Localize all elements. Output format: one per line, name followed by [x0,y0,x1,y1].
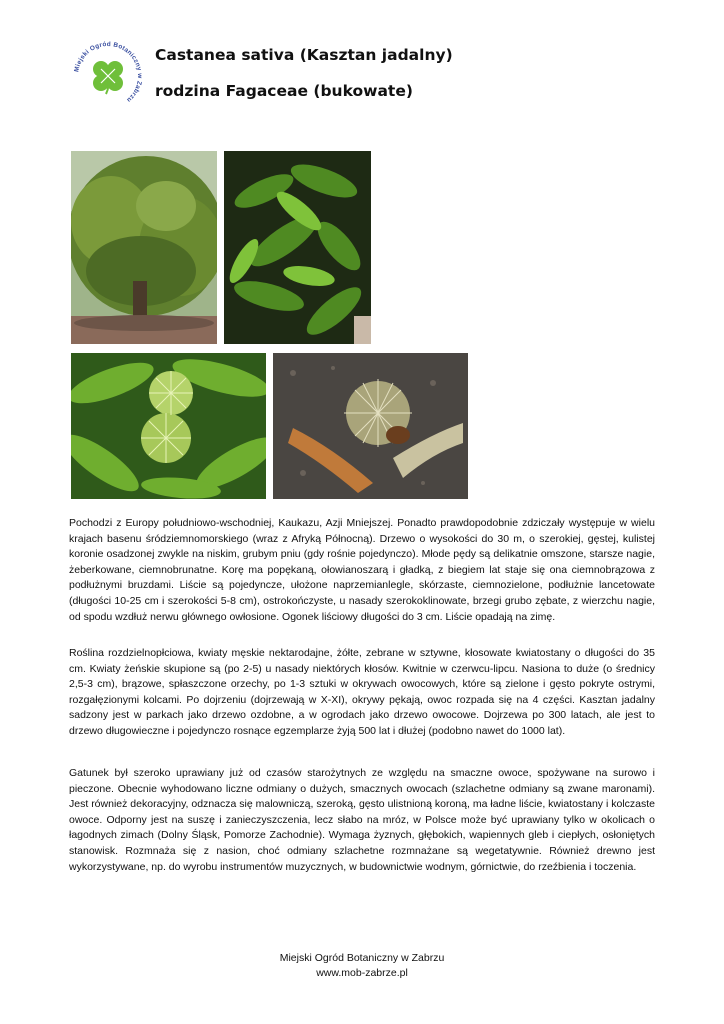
body-paragraph-flowers-fruit: Roślina rozdzielnopłciowa, kwiaty męskie nektarodajne, żółte, zebrane w sztywne, kłosowate kwiatostany o długości do 35 cm. Kwiaty żeńskie skupione są (po 2-5) u nasady niektórych kłosów. Kwitnie w czerwcu-lipcu. Nasiona to duże (o średnicy 2,5-3 cm), brązowe, spłaszczone orzechy, po 1-3 sztuki w okrywach owocowych, które są zielone i gęsto pokryte ostrymi, rozgałęzionymi kolcami. Po dojrzeniu (dojrzewają w X-XI), okrywy pękają, owoc rozpada się na 4 części. Kasztan jadalny sadzony jest w parkach jako drzewo ozdobne, a w ogrodach jako drzewo owocowe. Dojrzewa po 300 latach, ale jest to drzewo długowieczne i pojedynczo rosnące egzemplarze żyją 500 lat i dłużej (podobno nawet do 1000 lat). [69,647,655,737]
chestnut-leaves-photo [224,151,371,344]
garden-logo [70,38,146,114]
page-subtitle: rodzina Fagaceae (bukowate) [155,82,413,100]
chestnut-burrs-on-branch-photo [71,353,266,499]
chestnut-tree-photo [71,151,217,344]
body-paragraph-origin: Pochodzi z Europy południowo-wschodniej, Kaukazu, Azji Mniejszej. Ponadto prawdopodobnie zdziczały występuje w wielu krajach basenu śródziemnomorskiego (wraz z Afryką Północną). Drzewo o wysokości do 30 m, o szerokiej, gęstej, kulistej koronie osadzonej zwykle na niskim, grubym pniu (gdy rośnie pojedynczo). Młode pędy są delikatnie omszone, starsze nagie, żeberkowane, ciemnobrunatne. Korę ma popękaną, ołowianoszarą i gładką, z biegiem lat staje się ona ciemnobrązowa z podłużnymi bruzdami. Liście są pojedyncze, ułożone naprzemianlegle, skórzaste, ciemnozielone, podłużnie lancetowate (długości 10-25 cm i szerokości 5-8 cm), ostrokończyste, u nasady szerokoklinowate, brzegi grubo zębate, z wierzchu nagie, od spodu wzdłuż nerwu głównego owłosione. Ogonek liściowy długości do 3 cm. Liście opadają na zimę. [69,517,655,623]
chestnut-burr-on-ground-photo [273,353,468,499]
footer-website-link[interactable]: www.mob-zabrze.pl [316,967,408,979]
logo-ring-text: Miejski Ogród Botaniczny w Zabrzu [73,40,144,104]
body-paragraph-cultivation: Gatunek był szeroko uprawiany już od czasów starożytnych ze względu na smaczne owoce, spożywane na surowo i pieczone. Obecnie wyhodowano liczne odmiany o dużych, smacznych owocach (szlachetne odmiany są zwane maronami). Jest również dekoracyjny, odznacza się malowniczą, szeroką, gęsto ulistnioną koroną, ma ładne liście, kwiatostany i kolczaste owoce. Odporny jest na suszę i zanieczyszczenia, lecz słabo na mróz, w Polsce może być uprawiany tylko w okolicach o łagodnych zimach (Dolny Śląsk, Pomorze Zachodnie). Wymaga żyznych, głębokich, wapiennych gleb i ciepłych, osłoniętych stanowisk. Rozmnaża się z nasion, choć odmiany szlachetne rozmnażane są wegetatywnie. Również drewno jest wykorzystywane, np. do wyrobu instrumentów muzycznych, w budownictwie wodnym, górnictwie, do rzeźbienia i toczenia. [69,767,655,873]
page-title: Castanea sativa (Kasztan jadalny) [155,46,453,64]
four-leaf-clover-logo-icon [70,38,146,114]
footer-institution: Miejski Ogród Botaniczny w Zabrzu [279,952,445,964]
